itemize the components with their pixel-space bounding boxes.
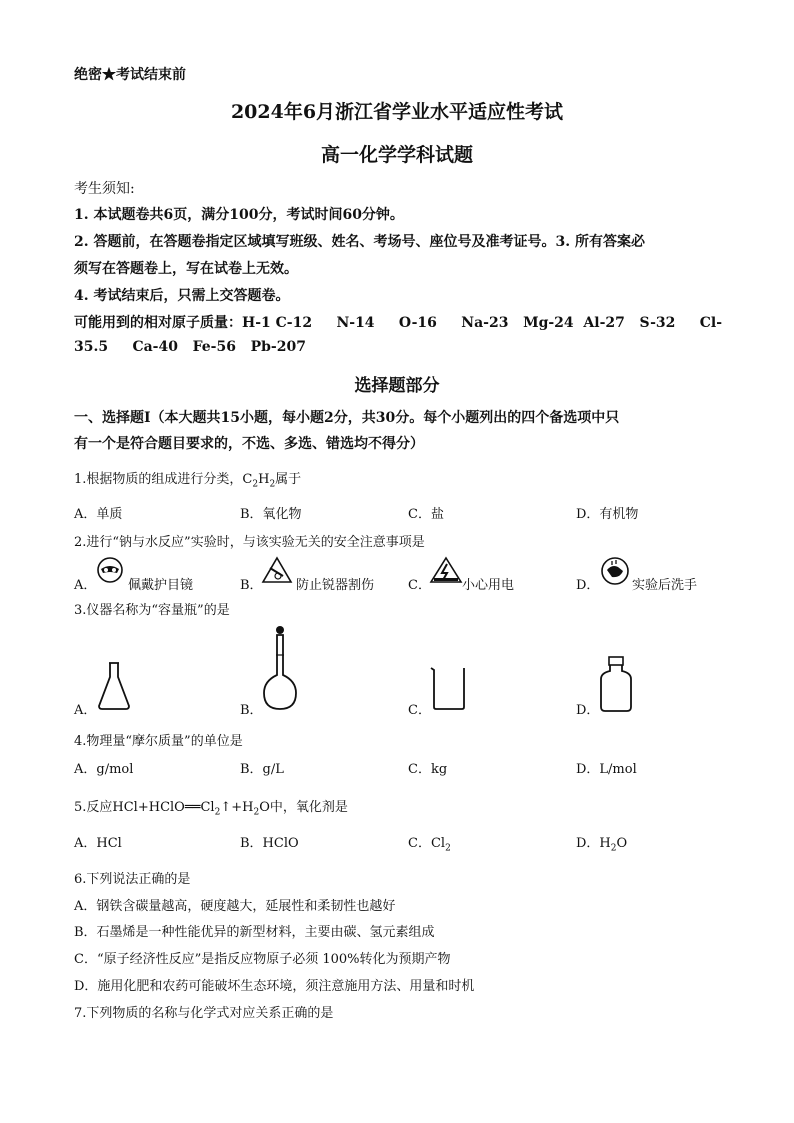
option-d[interactable]: D．施用化肥和农药可能破坏生态环境，须注意施用方法、用量和时机 <box>74 979 475 994</box>
confidential-mark: 绝密★考试结束前 <box>74 67 186 83</box>
question-5-stem: 5.反应$HCl+HClO══Cl_2↑+H_2O$中，氧化剂是 <box>74 800 348 818</box>
section-title: 选择题部分 <box>354 376 440 396</box>
erlenmeyer-flask-icon <box>96 661 132 711</box>
option-c[interactable]: C．$Cl_2$ <box>408 836 451 854</box>
option-d[interactable]: D．$H_2O$ <box>576 836 628 854</box>
section-instruction-2: 有一个是符合题目要求的，不选、多选、错选均不得分） <box>74 436 424 452</box>
question-3-stem: 3.仪器名称为“容量瓶”的是 <box>74 603 230 618</box>
atomic-masses: 可能用到的相对原子质量：H-1 C-12 N-14 O-16 Na-23 Mg-24 Al-27 S-32 Cl- <box>74 315 723 331</box>
question-2-options <box>0 556 794 592</box>
option-a[interactable]: A．g/mol <box>74 762 134 777</box>
option-c[interactable]: C．kg <box>408 762 448 777</box>
question-4-stem: 4.物理量“摩尔质量”的单位是 <box>74 734 243 749</box>
atomic-masses-cont: 35.5 Ca-40 Fe-56 Pb-207 <box>74 339 306 355</box>
exam-subtitle: 高一化学学科试题 <box>320 144 473 166</box>
notice-label: 考生须知: <box>74 181 135 197</box>
option-a[interactable]: A．钢铁含碳量越高，硬度越大，延展性和柔韧性也越好 <box>74 899 396 914</box>
notice-line-4: 4. 考试结束后，只需上交答题卷。 <box>74 288 290 304</box>
section-instruction-1: 一、选择题Ⅰ（本大题共15小题，每小题2分，共30分。每个小题列出的四个备选项中只 <box>74 410 620 426</box>
question-7-stem: 7.下列物质的名称与化学式对应关系正确的是 <box>74 1006 334 1021</box>
option-d-letter[interactable]: D． <box>576 578 600 593</box>
question-6-stem: 6.下列说法正确的是 <box>74 872 191 887</box>
option-a-label: 佩戴护目镜 <box>128 578 194 593</box>
beaker-icon <box>428 665 468 711</box>
notice-line-3: 须写在答题卷上，写在试卷上无效。 <box>74 261 298 277</box>
sharp-object-icon <box>261 556 293 586</box>
exam-title: 2024年6月浙江省学业水平适应性考试 <box>230 101 564 123</box>
option-b-letter[interactable]: B． <box>240 578 263 593</box>
goggles-icon <box>96 556 124 586</box>
option-d-label: 实验后洗手 <box>632 578 698 593</box>
option-b-label: 防止锐器割伤 <box>296 578 375 593</box>
option-b[interactable]: B．氧化物 <box>240 507 302 522</box>
question-3-options <box>0 625 794 720</box>
option-d-letter[interactable]: D． <box>576 703 600 718</box>
option-c[interactable]: C．盐 <box>408 507 444 522</box>
option-b-letter[interactable]: B． <box>240 703 263 718</box>
option-a[interactable]: A．单质 <box>74 507 123 522</box>
electricity-icon <box>429 556 463 586</box>
volumetric-flask-icon <box>260 625 300 711</box>
option-b[interactable]: B．g/L <box>240 762 284 777</box>
option-c-letter[interactable]: C． <box>408 578 431 593</box>
option-c-label: 小心用电 <box>462 578 515 593</box>
option-b[interactable]: B．石墨烯是一种性能优异的新型材料，主要由碳、氢元素组成 <box>74 925 435 940</box>
option-d[interactable]: D．L/mol <box>576 762 637 777</box>
notice-line-1: 1. 本试题卷共6页，满分100分，考试时间60分钟。 <box>74 207 404 223</box>
notice-line-2: 2. 答题前，在答题卷指定区域填写班级、姓名、考场号、座位号及准考证号。3. 所有答案必 <box>74 234 645 250</box>
hand-wash-icon <box>600 556 630 586</box>
option-d[interactable]: D．有机物 <box>576 507 639 522</box>
question-2-stem: 2.进行“钠与水反应”实验时，与该实验无关的安全注意事项是 <box>74 535 425 550</box>
option-b[interactable]: B．HClO <box>240 836 299 851</box>
option-a-letter[interactable]: A． <box>74 703 97 718</box>
option-a[interactable]: A．HCl <box>74 836 122 851</box>
option-c[interactable]: C．“原子经济性反应”是指反应物原子必须 100%转化为预期产物 <box>74 952 451 967</box>
option-c-letter[interactable]: C． <box>408 703 431 718</box>
option-a-letter[interactable]: A． <box>74 578 97 593</box>
question-1-stem: 1.根据物质的组成进行分类，$C_2H_2$属于 <box>74 472 302 490</box>
reagent-bottle-icon <box>598 655 634 713</box>
